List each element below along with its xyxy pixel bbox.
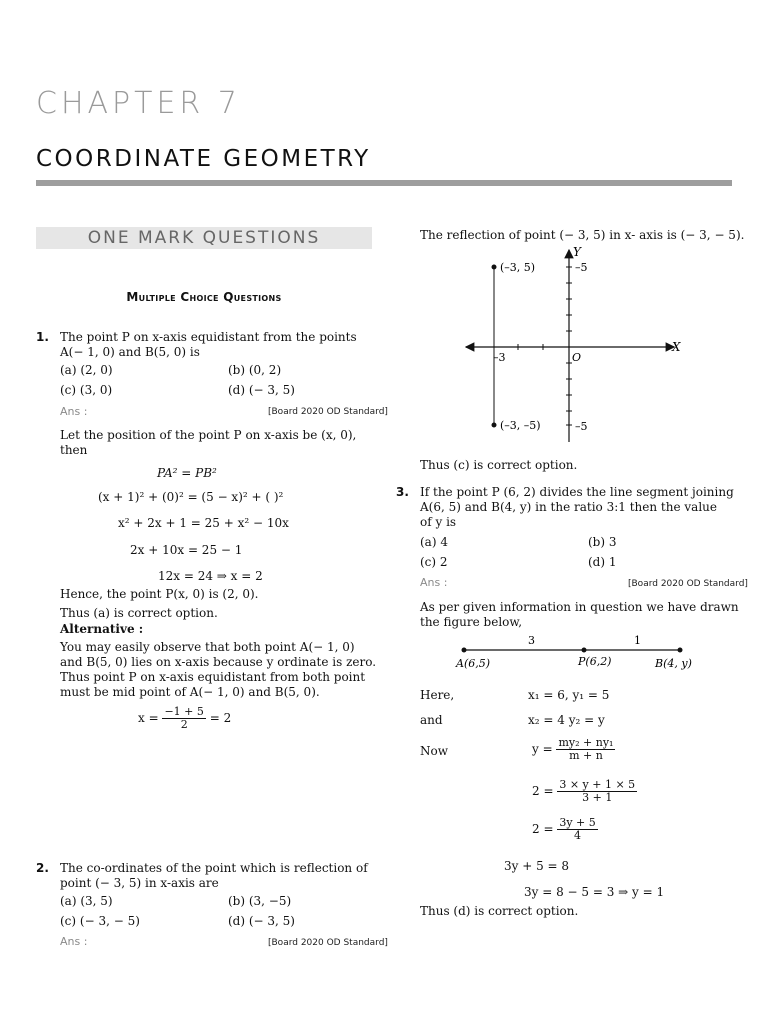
q3-text-line3: of y is bbox=[420, 515, 457, 529]
q1-alt-line3: Thus point P on x-axis equidistant from both point bbox=[60, 670, 366, 684]
q3-solution-line2: the figure below, bbox=[420, 615, 523, 629]
q3-here-label: Here, bbox=[420, 688, 455, 702]
q3-f3-lhs: 2 = bbox=[532, 822, 554, 836]
subsection-heading: Multiple Choice Questions bbox=[126, 290, 282, 304]
q3-f2-numerator: 3 × y + 1 × 5 bbox=[559, 778, 636, 791]
q3-answer-label: Ans : bbox=[420, 576, 448, 589]
q1-solution-line2: then bbox=[60, 443, 88, 457]
q3-equation-5: 3y = 8 − 5 = 3 ⇒ y = 1 bbox=[524, 885, 665, 899]
q2-text-line1: The co-ordinates of the point which is reflection of bbox=[60, 861, 368, 875]
q3-f1-lhs: y = bbox=[532, 742, 553, 756]
section-heading-box bbox=[36, 227, 372, 249]
q1-alt-line2: and B(5, 0) lies on x-axis because y ordinate is zero. bbox=[60, 655, 377, 669]
q3-formula-1 bbox=[532, 737, 615, 762]
point-b-label: B(4, y) bbox=[655, 657, 692, 670]
ratio-n-label: 1 bbox=[634, 634, 641, 647]
q1-thus: Thus (a) is correct option. bbox=[60, 606, 218, 620]
q1-equation-1: PA² = PB² bbox=[157, 466, 217, 480]
q3-thus: Thus (d) is correct option. bbox=[420, 904, 579, 918]
q2-option-d: (d) (− 3, 5) bbox=[228, 914, 295, 928]
q3-and-label: and bbox=[420, 713, 443, 727]
q1-equation-3: x² + 2x + 1 = 25 + x² − 10x bbox=[118, 516, 289, 530]
q3-text-line2: A(6, 5) and B(4, y) in the ratio 3:1 then the value bbox=[420, 500, 717, 514]
q2-text-line2: point (− 3, 5) in x-axis are bbox=[60, 876, 219, 890]
q1-mid-rhs: = 2 bbox=[209, 711, 232, 725]
q1-mid-lhs: x = bbox=[138, 711, 159, 725]
q1-option-c: (c) (3, 0) bbox=[60, 383, 113, 397]
q3-option-d: (d) 1 bbox=[588, 555, 617, 569]
q2-board-tag: [Board 2020 OD Standard] bbox=[268, 938, 388, 948]
q3-board-tag: [Board 2020 OD Standard] bbox=[628, 579, 748, 589]
x-axis-label: X bbox=[672, 340, 681, 354]
q1-number: 1. bbox=[36, 330, 49, 344]
q1-board-tag: [Board 2020 OD Standard] bbox=[268, 407, 388, 417]
point-p-label: P(6,2) bbox=[578, 655, 612, 668]
q1-mid-fraction bbox=[162, 706, 205, 731]
point-original bbox=[492, 265, 497, 270]
q1-alt-line1: You may easily observe that both point A(− 1, 0) bbox=[60, 640, 355, 654]
point-reflected-label: (–3, –5) bbox=[500, 419, 541, 432]
header-rule bbox=[36, 180, 732, 186]
y-tick-bottom-label: –5 bbox=[575, 420, 588, 433]
q1-mid-numerator: −1 + 5 bbox=[164, 705, 204, 718]
q1-equation-4: 2x + 10x = 25 − 1 bbox=[130, 543, 243, 557]
q3-f2-fraction bbox=[557, 779, 637, 804]
section-formula-figure bbox=[450, 630, 710, 676]
point-p bbox=[582, 648, 587, 653]
q1-alternative-heading: Alternative : bbox=[60, 622, 144, 636]
q1-hence: Hence, the point P(x, 0) is (2, 0). bbox=[60, 587, 259, 601]
reflection-graph bbox=[460, 244, 700, 450]
q1-midpoint-formula bbox=[138, 706, 231, 731]
q1-equation-2: (x + 1)² + (0)² = (5 − x)² + ( )² bbox=[98, 490, 284, 504]
q3-option-a: (a) 4 bbox=[420, 535, 448, 549]
y-tick-top-label: –5 bbox=[575, 261, 588, 274]
q3-f2-lhs: 2 = bbox=[532, 784, 554, 798]
q2-option-c: (c) (− 3, − 5) bbox=[60, 914, 140, 928]
q3-f1-numerator: my₂ + ny₁ bbox=[558, 736, 614, 749]
q3-f3-denominator: 4 bbox=[574, 829, 582, 842]
q2-answer-label: Ans : bbox=[60, 935, 88, 948]
ratio-m-label: 3 bbox=[528, 634, 535, 647]
y-axis-label: Y bbox=[573, 245, 581, 259]
section-heading: ONE MARK QUESTIONS bbox=[87, 228, 321, 248]
q3-f1-fraction bbox=[556, 737, 615, 762]
q3-option-b: (b) 3 bbox=[588, 535, 617, 549]
q2-option-a: (a) (3, 5) bbox=[60, 894, 113, 908]
q1-text-line1: The point P on x-axis equidistant from the points bbox=[60, 330, 357, 344]
q3-f2-denominator: 3 + 1 bbox=[582, 791, 613, 804]
q3-now-label: Now bbox=[420, 744, 448, 758]
origin-label: O bbox=[572, 351, 582, 364]
point-a bbox=[462, 648, 467, 653]
chapter-title: COORDINATE GEOMETRY bbox=[36, 146, 371, 172]
q1-text-line2: A(− 1, 0) and B(5, 0) is bbox=[60, 345, 200, 359]
q1-option-b: (b) (0, 2) bbox=[228, 363, 282, 377]
q3-formula-2 bbox=[532, 779, 637, 804]
q3-f3-fraction bbox=[557, 817, 597, 842]
q1-solution-line1: Let the position of the point P on x-axis be (x, 0), bbox=[60, 428, 357, 442]
q2-thus: Thus (c) is correct option. bbox=[420, 458, 578, 472]
q1-option-a: (a) (2, 0) bbox=[60, 363, 113, 377]
q3-equation-4: 3y + 5 = 8 bbox=[504, 859, 570, 873]
q2-option-b: (b) (3, −5) bbox=[228, 894, 292, 908]
q3-number: 3. bbox=[396, 485, 409, 499]
q3-f3-numerator: 3y + 5 bbox=[559, 816, 596, 829]
x-tick-label: –3 bbox=[493, 351, 506, 364]
q1-equation-5: 12x = 24 ⇒ x = 2 bbox=[158, 569, 263, 583]
q3-text-line1: If the point P (6, 2) divides the line segment joining bbox=[420, 485, 734, 499]
point-a-label: A(6,5) bbox=[456, 657, 491, 670]
q3-formula-3 bbox=[532, 817, 598, 842]
q3-and-equation: x₂ = 4 y₂ = y bbox=[528, 713, 605, 727]
point-b bbox=[678, 648, 683, 653]
q3-solution-line1: As per given information in question we have drawn bbox=[420, 600, 739, 614]
q1-option-d: (d) (− 3, 5) bbox=[228, 383, 295, 397]
q2-solution-line1: The reflection of point (− 3, 5) in x- axis is (− 3, − 5). bbox=[420, 228, 745, 242]
q1-answer-label: Ans : bbox=[60, 405, 88, 418]
q1-mid-denominator: 2 bbox=[180, 718, 188, 731]
point-reflected bbox=[492, 423, 497, 428]
q3-here-equation: x₁ = 6, y₁ = 5 bbox=[528, 688, 610, 702]
q2-number: 2. bbox=[36, 861, 49, 875]
point-original-label: (–3, 5) bbox=[500, 261, 536, 274]
q1-alt-line4: must be mid point of A(− 1, 0) and B(5, 0). bbox=[60, 685, 320, 699]
q3-option-c: (c) 2 bbox=[420, 555, 448, 569]
chapter-number: CHAPTER 7 bbox=[36, 86, 241, 121]
q3-f1-denominator: m + n bbox=[569, 749, 603, 762]
